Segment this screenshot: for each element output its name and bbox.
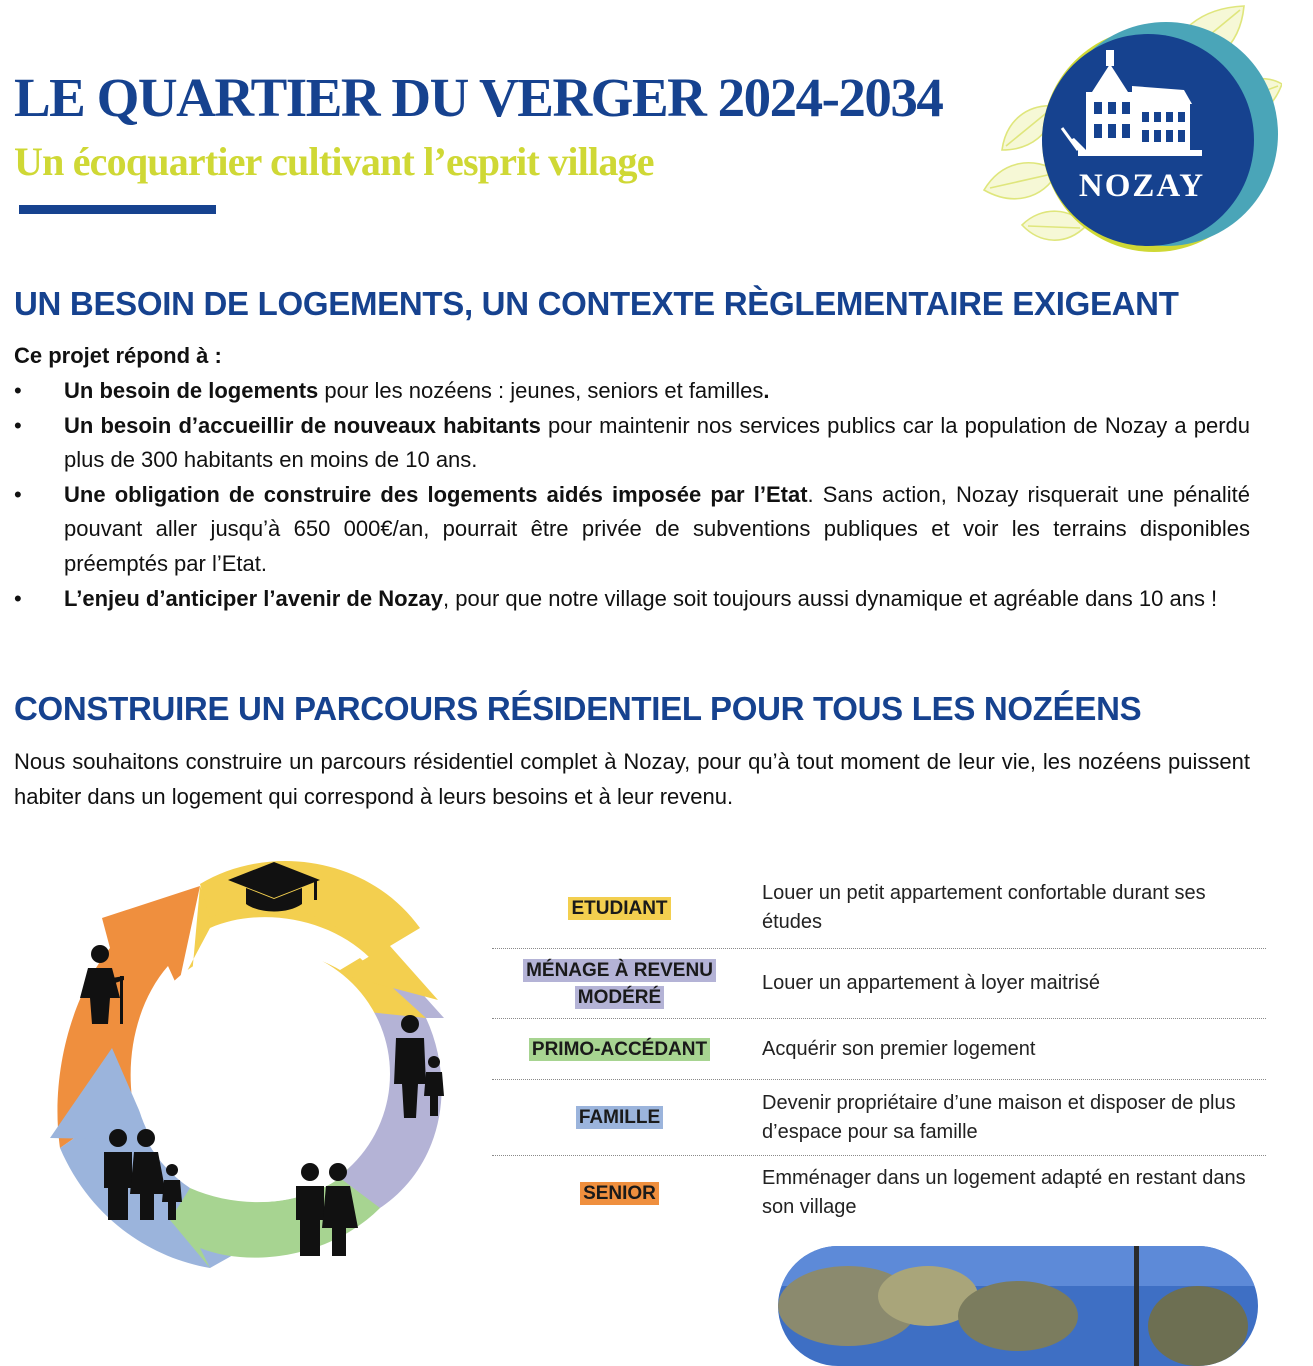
table-row [492, 1019, 1266, 1080]
section-heading-housing: UN BESOIN DE LOGEMENTS, UN CONTEXTE RÈGLEMENTAIRE EXIGEANT [14, 285, 1179, 322]
role-description: Devenir propriétaire d’une maison et disposer de plus d’espace pour sa famille [762, 1091, 1236, 1143]
table-row [492, 1156, 1266, 1230]
role-description: Emménager dans un logement adapté en restant dans son village [762, 1167, 1246, 1218]
logo-text: NOZAY [1078, 168, 1206, 204]
role-badge: PRIMO-ACCÉDANT [529, 1038, 710, 1061]
page-subtitle: Un écoquartier cultivant l’esprit village [14, 139, 654, 184]
parcours-paragraph: Nous souhaitons construire un parcours résidentiel complet à Nozay, pour qu’à tout moment de leur vie, les nozéens puissent habiter dans un logement qui correspond à leurs besoins et à leur revenu. [14, 749, 1250, 809]
needs-list [14, 374, 1250, 616]
profiles-table [492, 868, 1266, 1230]
list-item: • Un besoin de logements pour les nozéens : jeunes, seniors et familles. [14, 378, 770, 403]
list-item: • L’enjeu d’anticiper l’avenir de Nozay, pour que notre village soit toujours aussi dynamique et agréable dans 10 ans ! [14, 585, 1218, 611]
table-row [492, 1080, 1266, 1156]
nozay-logo [982, 0, 1282, 260]
role-description: Acquérir son premier logement [762, 1037, 1036, 1060]
role-description: Louer un petit appartement confortable durant ses études [762, 882, 1206, 933]
section-heading-parcours: CONSTRUIRE UN PARCOURS RÉSIDENTIEL POUR TOUS LES NOZÉENS [14, 690, 1142, 727]
list-item: • Un besoin d’accueillir de nouveaux habitants pour maintenir nos services publics car la population de Nozay a perdu plus de 300 habitants en moins de 10 ans. [14, 412, 1250, 473]
table-row [492, 949, 1266, 1019]
role-badge: MÉNAGE À REVENU MODÉRÉ [523, 959, 716, 1009]
role-badge: ETUDIANT [568, 897, 670, 920]
residential-cycle-diagram [40, 848, 480, 1278]
role-description: Louer un appartement à loyer maitrisé [762, 972, 1100, 994]
page-title: LE QUARTIER DU VERGER 2024-2034 [14, 67, 943, 128]
street-photo [778, 1246, 1258, 1366]
role-badge: FAMILLE [576, 1106, 663, 1129]
table-row [492, 868, 1266, 949]
title-underline [19, 205, 216, 214]
intro-text: Ce projet répond à : [14, 343, 222, 368]
role-badge: SENIOR [580, 1182, 659, 1205]
list-item: • Une obligation de construire des logements aidés imposée par l’Etat. Sans action, Nozay risquerait une pénalité pouvant aller jusqu’à 650 000€/an, pourrait être privée de subventions publiques et voir les terrains disponibles préemptés par l’Etat. [14, 481, 1251, 576]
